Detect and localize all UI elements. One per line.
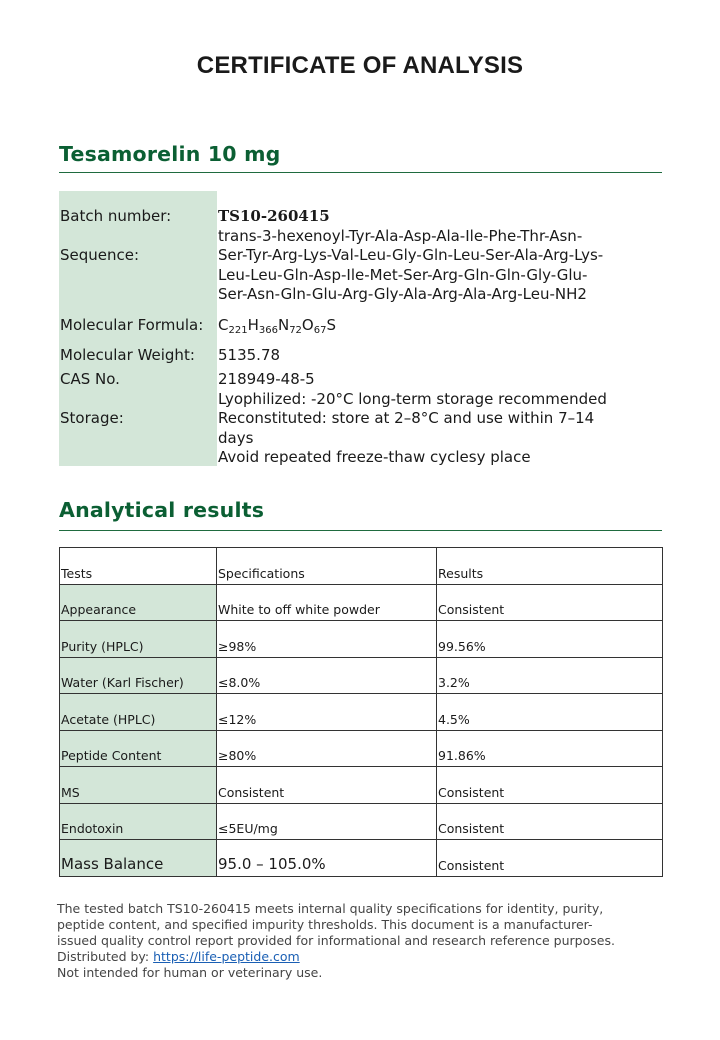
test-spec: 95.0 – 105.0% <box>217 840 437 877</box>
divider <box>59 530 662 531</box>
table-row <box>60 584 663 621</box>
footer-line: peptide content, and specified impurity thresholds. This document is a manufacturer- <box>57 917 593 932</box>
mw-value: 5135.78 <box>218 346 281 364</box>
formula-element: H <box>247 316 259 334</box>
table-header-row <box>60 548 663 585</box>
analytical-title: Analytical results <box>59 498 265 522</box>
test-result: Consistent <box>437 840 663 877</box>
test-result: 4.5% <box>437 694 663 731</box>
document-title: CERTIFICATE OF ANALYSIS <box>196 52 524 79</box>
storage-line: Avoid repeated freeze-thaw cyclesy place <box>218 447 531 466</box>
product-title: Tesamorelin 10 mg <box>59 142 281 166</box>
sequence-value <box>218 227 603 304</box>
test-spec: ≥98% <box>217 621 437 658</box>
formula-element: N <box>277 316 290 334</box>
divider <box>59 172 662 173</box>
test-spec: ≤5EU/mg <box>217 803 437 840</box>
formula-label: Molecular Formula: <box>60 316 204 334</box>
results-table <box>59 547 663 877</box>
table-row <box>60 730 663 767</box>
distributor-link[interactable]: https://life-peptide.com <box>153 949 300 964</box>
test-spec: Consistent <box>217 767 437 804</box>
test-name: Endotoxin <box>60 803 217 840</box>
test-spec: ≤8.0% <box>217 657 437 694</box>
test-name: Appearance <box>60 584 217 621</box>
batch-value: TS10-260415 <box>218 207 330 225</box>
test-spec: ≤12% <box>217 694 437 731</box>
table-row <box>60 657 663 694</box>
formula-count: 221 <box>228 325 248 336</box>
test-result: 3.2% <box>437 657 663 694</box>
test-result: Consistent <box>437 584 663 621</box>
storage-line: Reconstituted: store at 2–8°C and use within 7–14 <box>218 409 595 428</box>
test-result: Consistent <box>437 803 663 840</box>
disclaimer: Not intended for human or veterinary use. <box>57 965 323 980</box>
storage-line: days <box>218 428 254 447</box>
formula-element: O <box>301 316 314 334</box>
test-result: 99.56% <box>437 621 663 658</box>
header-specifications: Specifications <box>217 548 437 585</box>
header-results: Results <box>437 548 663 585</box>
test-result: Consistent <box>437 767 663 804</box>
test-name: Peptide Content <box>60 730 217 767</box>
test-name: Mass Balance <box>60 840 217 877</box>
formula-count: 67 <box>313 325 327 336</box>
formula-count: 72 <box>289 325 302 336</box>
footer <box>57 901 667 981</box>
test-name: Acetate (HPLC) <box>60 694 217 731</box>
distributed-label: Distributed by: <box>57 949 154 964</box>
table-row <box>60 621 663 658</box>
test-spec: ≥80% <box>217 730 437 767</box>
sequence-line: trans-3-hexenoyl-Tyr-Ala-Asp-Ala-Ile-Phe-Thr-Asn- <box>218 227 583 245</box>
table-row <box>60 694 663 731</box>
test-result: 91.86% <box>437 730 663 767</box>
sequence-line: Leu-Leu-Gln-Asp-Ile-Met-Ser-Arg-Gln-Gln-Gly-Glu- <box>218 265 588 284</box>
storage-line: Lyophilized: -20°C long-term storage recommended <box>218 390 607 408</box>
cas-label: CAS No. <box>60 370 120 388</box>
test-spec: White to off white powder <box>217 584 437 621</box>
sequence-label: Sequence: <box>60 246 140 264</box>
mw-label: Molecular Weight: <box>60 346 195 364</box>
storage-value <box>218 390 607 467</box>
table-row <box>60 840 663 877</box>
test-name: MS <box>60 767 217 804</box>
storage-label: Storage: <box>60 409 124 427</box>
test-name: Purity (HPLC) <box>60 621 217 658</box>
sequence-line: Ser-Asn-Gln-Glu-Arg-Gly-Ala-Arg-Ala-Arg-Leu-NH2 <box>218 284 587 303</box>
formula-value <box>218 316 336 335</box>
sequence-line: Ser-Tyr-Arg-Lys-Val-Leu-Gly-Gln-Leu-Ser-Ala-Arg-Lys- <box>218 246 604 265</box>
distributed-line <box>57 949 667 965</box>
formula-element: C <box>218 316 229 334</box>
footer-line: The tested batch TS10-260415 meets internal quality specifications for identity, purity, <box>57 901 604 916</box>
test-name: Water (Karl Fischer) <box>60 657 217 694</box>
table-row <box>60 803 663 840</box>
batch-label: Batch number: <box>60 207 172 225</box>
header-tests: Tests <box>60 548 217 585</box>
formula-count: 366 <box>258 325 278 336</box>
cas-value: 218949-48-5 <box>218 370 315 388</box>
footer-line: issued quality control report provided for informational and research reference purposes. <box>57 933 615 948</box>
table-row <box>60 767 663 804</box>
formula-element: S <box>326 316 336 334</box>
